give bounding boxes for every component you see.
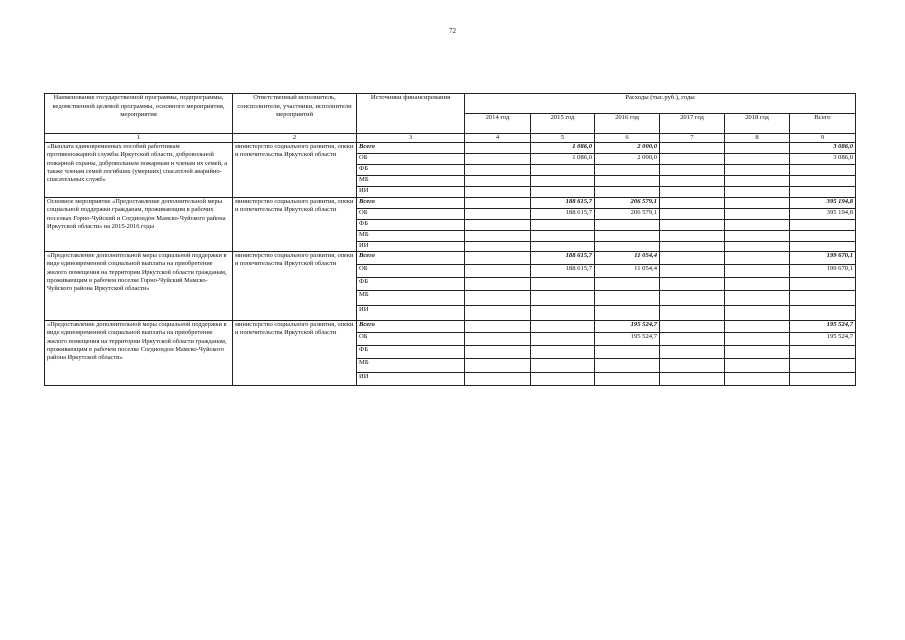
year-value (531, 220, 595, 231)
year-value (660, 165, 725, 176)
header-year: 2014 год (465, 114, 531, 134)
year-value (465, 154, 531, 165)
year-value (465, 231, 531, 242)
header-sources: Источники финансирования (357, 94, 465, 134)
year-value (725, 242, 790, 252)
total-value (790, 359, 856, 373)
year-value (660, 187, 725, 198)
total-value (790, 373, 856, 386)
year-value (531, 278, 595, 291)
funding-source: МБ (357, 176, 465, 187)
year-value (725, 278, 790, 291)
year-value (660, 176, 725, 187)
table-row (45, 198, 856, 209)
year-value: 188 615,7 (531, 198, 595, 209)
year-value: 11 054,4 (595, 252, 660, 265)
year-value: 195 524,7 (595, 333, 660, 346)
year-value (465, 187, 531, 198)
funding-source: ОБ (357, 265, 465, 278)
header-year: 2017 год (660, 114, 725, 134)
year-value (660, 278, 725, 291)
year-value (725, 359, 790, 373)
year-value (595, 231, 660, 242)
funding-source: ФБ (357, 278, 465, 291)
year-value (531, 176, 595, 187)
year-value (725, 187, 790, 198)
funding-source: ФБ (357, 165, 465, 176)
funding-source: ФБ (357, 220, 465, 231)
funding-source: Всего (357, 143, 465, 154)
year-value (465, 209, 531, 220)
year-value (660, 265, 725, 278)
header-responsible: Ответственный исполнитель, соисполнители, участники, исполнители мероприятий (233, 94, 357, 134)
year-value (660, 333, 725, 346)
year-value: 188 615,7 (531, 265, 595, 278)
responsible-executor: министерство социального развития, опеки и попечительства Иркутской области (233, 143, 357, 198)
year-value (725, 220, 790, 231)
year-value (531, 187, 595, 198)
year-value (660, 242, 725, 252)
year-value (595, 278, 660, 291)
table-row (45, 252, 856, 265)
funding-source: ИИ (357, 187, 465, 198)
column-numbers-row (45, 134, 856, 143)
year-value (595, 176, 660, 187)
year-value (660, 306, 725, 321)
year-value (660, 373, 725, 386)
year-value (660, 143, 725, 154)
year-value (465, 306, 531, 321)
funding-source: МБ (357, 231, 465, 242)
year-value (531, 242, 595, 252)
budget-table (44, 93, 856, 386)
year-value (725, 346, 790, 359)
year-value: 1 086,0 (531, 154, 595, 165)
responsible-executor: министерство социального развития, опеки и попечительства Иркутской области (233, 321, 357, 386)
funding-source: Всего (357, 321, 465, 333)
total-value (790, 306, 856, 321)
year-value (660, 198, 725, 209)
year-value (725, 154, 790, 165)
year-value (531, 359, 595, 373)
year-value (660, 359, 725, 373)
total-value: 195 524,7 (790, 333, 856, 346)
year-value (725, 306, 790, 321)
responsible-executor: министерство социального развития, опеки и попечительства Иркутской области (233, 252, 357, 321)
total-value (790, 176, 856, 187)
year-value (531, 321, 595, 333)
year-value (465, 242, 531, 252)
funding-source: ОБ (357, 154, 465, 165)
funding-source: ИИ (357, 373, 465, 386)
year-value (465, 198, 531, 209)
activity-name: «Предоставление дополнительной меры социальной поддержки в виде единовременной социальной выплаты на приобретение жилого помещения на территории Иркутской области гражданам, проживающим в рабочем поселке Горно-Чуйский Мамско-Чуйского района Иркутской области» (45, 252, 233, 321)
activity-name: Основное мероприятие «Предоставление дополнительной меры социальной поддержки гражданам, проживающим в рабочих поселках Горно-Чуйский и Согдиондон Мамско-Чуйского района Иркутской области» на 2015-2016 годы (45, 198, 233, 252)
column-number: 5 (531, 134, 595, 143)
funding-source: МБ (357, 359, 465, 373)
year-value: 1 086,0 (531, 143, 595, 154)
year-value (660, 321, 725, 333)
header-year: 2015 год (531, 114, 595, 134)
total-value (790, 165, 856, 176)
year-value (595, 242, 660, 252)
year-value (595, 165, 660, 176)
funding-source: Всего (357, 252, 465, 265)
year-value (465, 165, 531, 176)
funding-source: ИИ (357, 306, 465, 321)
column-number: 1 (45, 134, 233, 143)
total-value (790, 220, 856, 231)
funding-source: ОБ (357, 333, 465, 346)
header-total: Всего (790, 114, 856, 134)
year-value (725, 373, 790, 386)
year-value (465, 321, 531, 333)
year-value (595, 373, 660, 386)
year-value (531, 165, 595, 176)
total-value: 395 194,8 (790, 209, 856, 220)
year-value (465, 176, 531, 187)
year-value (531, 306, 595, 321)
total-value: 3 086,0 (790, 143, 856, 154)
year-value: 206 579,1 (595, 209, 660, 220)
year-value (660, 231, 725, 242)
year-value: 206 579,1 (595, 198, 660, 209)
total-value: 199 670,1 (790, 252, 856, 265)
year-value (595, 187, 660, 198)
year-value (660, 346, 725, 359)
total-value: 395 194,8 (790, 198, 856, 209)
funding-source: ИИ (357, 242, 465, 252)
year-value (531, 231, 595, 242)
total-value (790, 231, 856, 242)
year-value (465, 265, 531, 278)
column-number: 7 (660, 134, 725, 143)
year-value (725, 198, 790, 209)
funding-source: Всего (357, 198, 465, 209)
year-value: 188 615,7 (531, 252, 595, 265)
year-value (595, 306, 660, 321)
total-value (790, 187, 856, 198)
year-value: 2 000,0 (595, 143, 660, 154)
header-name: Наименование государственной программы, подпрограммы, ведомственной целевой программы, основного мероприятия, мероприятия (45, 94, 233, 134)
year-value (595, 291, 660, 306)
year-value: 2 000,0 (595, 154, 660, 165)
year-value (725, 333, 790, 346)
year-value (595, 359, 660, 373)
year-value (660, 220, 725, 231)
year-value (465, 291, 531, 306)
year-value (531, 373, 595, 386)
total-value: 199 670,1 (790, 265, 856, 278)
funding-source: ФБ (357, 346, 465, 359)
year-value (725, 165, 790, 176)
table-row (45, 143, 856, 154)
year-value (725, 321, 790, 333)
total-value (790, 242, 856, 252)
column-number: 2 (233, 134, 357, 143)
table-row (45, 321, 856, 333)
column-number: 6 (595, 134, 660, 143)
year-value (465, 333, 531, 346)
year-value (725, 231, 790, 242)
year-value (531, 346, 595, 359)
year-value (660, 154, 725, 165)
year-value (531, 333, 595, 346)
year-value (465, 252, 531, 265)
total-value (790, 291, 856, 306)
header-year: 2016 год (595, 114, 660, 134)
year-value (725, 176, 790, 187)
year-value (660, 252, 725, 265)
year-value (725, 265, 790, 278)
year-value (660, 209, 725, 220)
funding-source: ОБ (357, 209, 465, 220)
year-value (465, 346, 531, 359)
column-number: 4 (465, 134, 531, 143)
year-value (595, 220, 660, 231)
activity-name: «Предоставление дополнительной меры социальной поддержки в виде единовременной социальной выплаты на приобретение жилого помещения на территории Иркутской области гражданам, проживающим в рабочем поселке Согдиондон Мамско-Чуйского района Иркутской области» (45, 321, 233, 386)
funding-source: МБ (357, 291, 465, 306)
responsible-executor: министерство социального развития, опеки и попечительства Иркутской области (233, 198, 357, 252)
header-year: 2018 год (725, 114, 790, 134)
page-number: 72 (449, 27, 456, 35)
column-number: 8 (725, 134, 790, 143)
year-value (595, 346, 660, 359)
year-value (725, 252, 790, 265)
activity-name: «Выплата единовременных пособий работникам противопожарной службы Иркутской области, добровольной пожарной охраны, добровольным пожарным и членам их семей, а также членам семей погибших (умерших) спасателей аварийно-спасательных служб» (45, 143, 233, 198)
column-number: 3 (357, 134, 465, 143)
total-value: 3 086,0 (790, 154, 856, 165)
year-value: 11 054,4 (595, 265, 660, 278)
year-value (465, 359, 531, 373)
year-value (531, 291, 595, 306)
column-number: 9 (790, 134, 856, 143)
year-value: 188 615,7 (531, 209, 595, 220)
year-value (465, 373, 531, 386)
header-expenses: Расходы (тыс.руб.), годы (465, 94, 856, 114)
total-value: 195 524,7 (790, 321, 856, 333)
total-value (790, 278, 856, 291)
year-value (660, 291, 725, 306)
year-value: 195 524,7 (595, 321, 660, 333)
year-value (465, 143, 531, 154)
year-value (725, 291, 790, 306)
year-value (465, 278, 531, 291)
year-value (465, 220, 531, 231)
year-value (725, 143, 790, 154)
year-value (725, 209, 790, 220)
total-value (790, 346, 856, 359)
